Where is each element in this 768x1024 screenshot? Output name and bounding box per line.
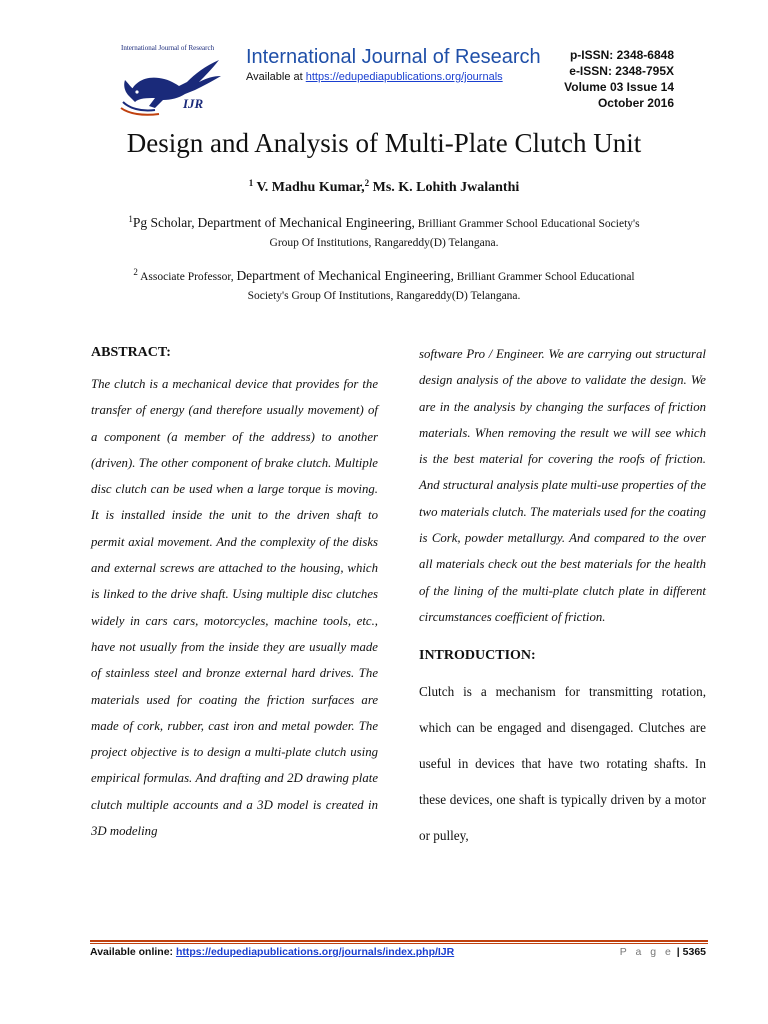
- footer-rule-thin: [90, 943, 708, 944]
- pegasus-icon: [115, 52, 223, 118]
- footer-available-online: [90, 946, 454, 958]
- author1-name: V. Madhu Kumar,: [256, 180, 365, 195]
- footer-rule: [90, 940, 708, 942]
- available-at-line: [246, 71, 503, 83]
- journal-link[interactable]: https://edupediapublications.org/journals: [305, 71, 503, 83]
- footer-journal-link[interactable]: https://edupediapublications.org/journals/index.php/IJR: [175, 946, 455, 958]
- introduction-heading: INTRODUCTION:: [419, 648, 536, 664]
- affiliation2-sup: 2: [133, 267, 138, 277]
- introduction-text: Clutch is a mechanism for transmitting rotation, which can be engaged and disengaged. Clutches are useful in devices that have two rotating shafts. In these devices, one shaft is typically driven by a motor or pulley,: [419, 684, 706, 844]
- issue-date: October 2016: [597, 96, 674, 110]
- logo-abbreviation: IJR: [183, 96, 204, 111]
- affiliation2-dept: Department of Mechanical Engineering,: [236, 268, 454, 283]
- affiliation-1: [95, 210, 673, 253]
- page-number-value: 5365: [682, 946, 706, 958]
- issn-block: [564, 47, 674, 111]
- author2-name: Ms. K. Lohith Jwalanthi: [372, 180, 520, 195]
- volume-issue: Volume 03 Issue 14: [564, 80, 674, 94]
- affiliation1-role: Pg Scholar,: [132, 215, 195, 230]
- author1-sup: 1: [248, 178, 254, 188]
- e-issn: e-ISSN: 2348-795X: [569, 64, 674, 78]
- page-label: P a g e: [619, 946, 674, 958]
- available-online-label: Available online:: [90, 946, 174, 958]
- affiliation2-org-line1: Brilliant Grammer School Educational: [456, 271, 635, 283]
- logo-title: International Journal of Research: [121, 44, 215, 52]
- page-number: [620, 946, 706, 958]
- affiliation1-org-line1: Brilliant Grammer School Educational Society's: [417, 218, 640, 230]
- journal-name: International Journal of Research: [246, 46, 541, 68]
- paper-title: Design and Analysis of Multi-Plate Clutch Unit: [126, 128, 642, 158]
- available-at-label: Available at: [246, 71, 303, 83]
- author-line: [0, 178, 768, 196]
- affiliation1-dept: Department of Mechanical Engineering,: [197, 215, 415, 230]
- affiliation2-role: Associate Professor,: [140, 271, 234, 283]
- affiliation1-org-line2: Group Of Institutions, Rangareddy(D) Telangana.: [269, 237, 499, 249]
- affiliation2-org-line2: Society's Group Of Institutions, Rangareddy(D) Telangana.: [247, 290, 521, 302]
- right-column: [419, 340, 706, 854]
- abstract-text-left: The clutch is a mechanical device that provides for the transfer of energy (and therefore usually movement) of a component (a member of the address) to another (driven). The other component of brake clutch. Multiple disc clutch can be used when a large torque is moving. It is installed inside the unit to the driven shaft to permit axial movement. And the complexity of the disks and external screws are attached to the housing, which is linked to the drive shaft. Using multiple disc clutches widely in cars cars, motorcycles, machine tools, etc., have not usually from the inside they are usually made of stainless steel and bronze external hard drives. The materials used for coating the friction surfaces are made of cork, rubber, cast iron and metal powder. The project objective is to design a multi-plate clutch using empirical formulas. And drafting and 2D drawing plate clutch multiple accounts and a 3D model is created in 3D modeling: [91, 377, 378, 839]
- author2-sup: 2: [364, 178, 370, 188]
- page-separator: |: [676, 946, 680, 958]
- abstract-text-right: software Pro / Engineer. We are carrying out structural design analysis of the above to validate the design. We are in the analysis by changing the surfaces of friction materials. When removing the result we will see which is the best material for covering the roofs of friction. And structural analysis plate multi-use properties of the two materials clutch. The materials used for the coating is Cork, powder metallurgy. And compared to the over all materials check out the best materials for the health of the lining of the multi-plate clutch plate in different circumstances coefficient of friction.: [419, 347, 706, 624]
- affiliation-2: [95, 263, 673, 306]
- affiliation1-sup: 1: [128, 214, 133, 224]
- left-column: [91, 340, 378, 844]
- journal-logo: [115, 44, 223, 120]
- p-issn: p-ISSN: 2348-6848: [569, 48, 674, 62]
- abstract-heading: ABSTRACT:: [91, 345, 171, 360]
